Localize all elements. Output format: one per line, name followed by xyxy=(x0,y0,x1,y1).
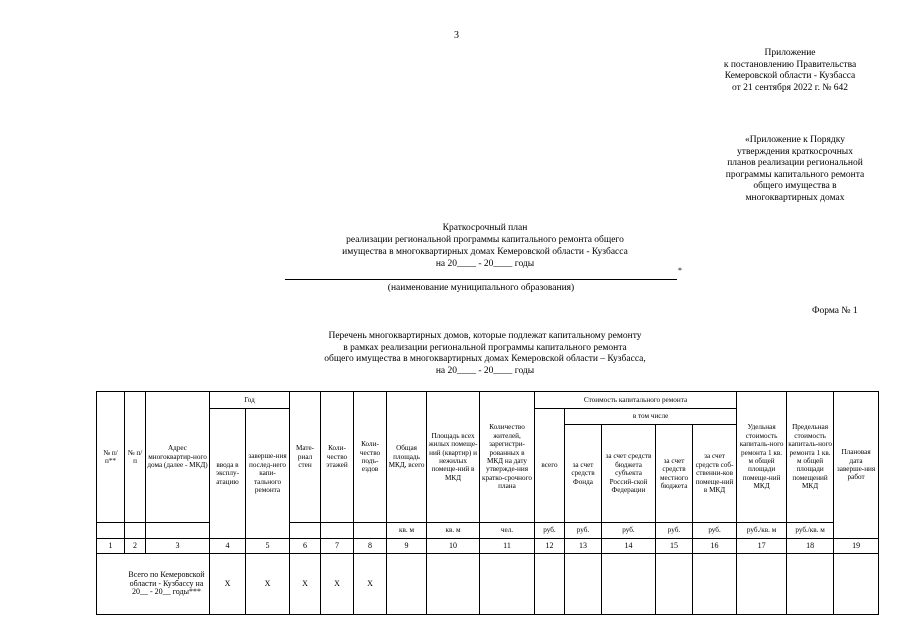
header-cell: № п/п** xyxy=(97,392,125,523)
unit-cell: кв. м xyxy=(387,523,427,539)
appendix-order-line: планов реализации региональной xyxy=(727,158,863,168)
header-cell: Коли-чество этажей xyxy=(321,392,354,523)
total-cell xyxy=(427,554,480,615)
plan-title-line: реализации региональной программы капитального ремонта общего xyxy=(346,235,624,245)
form-label: Форма № 1 xyxy=(812,306,858,316)
header-cell-cost: Стоимость капитального ремонта xyxy=(535,392,737,409)
total-cell xyxy=(565,554,602,615)
municipality-label: (наименование муниципального образования) xyxy=(387,283,575,293)
appendix-order-line: «Приложение к Порядку xyxy=(745,135,845,145)
unit-cell: руб. xyxy=(602,523,656,539)
column-number: 7 xyxy=(321,539,354,554)
unit-cell xyxy=(290,523,321,539)
total-cell xyxy=(602,554,656,615)
column-number: 6 xyxy=(290,539,321,554)
column-number: 11 xyxy=(480,539,535,554)
column-number: 13 xyxy=(565,539,602,554)
header-cell: всего xyxy=(535,409,565,523)
unit-cell: чел. xyxy=(480,523,535,539)
total-cell xyxy=(737,554,787,615)
plan-title-line: Краткосрочный план xyxy=(442,223,528,233)
header-cell: № п/п xyxy=(125,392,146,523)
total-cell xyxy=(834,554,879,615)
table-row-total xyxy=(97,554,879,615)
header-cell: Мате-риал стен xyxy=(290,392,321,523)
total-cell: Х xyxy=(354,554,387,615)
header-cell-year: Год xyxy=(210,392,290,409)
header-cell: Коли-чество подъ-ездов xyxy=(354,392,387,523)
plan-title-line: на 20____ - 20____ годы xyxy=(435,259,535,269)
appendix-order-line: общего имущества в xyxy=(753,181,837,191)
page-number: 3 xyxy=(454,30,459,41)
list-title-line: в рамках реализации региональной программы капитального ремонта xyxy=(343,342,627,353)
column-number: 17 xyxy=(737,539,787,554)
header-cell: Общая площадь МКД, всего xyxy=(387,392,427,523)
header-cell: ввода в эксплу-атацию xyxy=(210,409,246,539)
total-cell: Х xyxy=(210,554,246,615)
column-number: 12 xyxy=(535,539,565,554)
header-cell: за счет средств соб-ственни-ков помеще-ний в МКД xyxy=(693,425,737,523)
total-cell: Х xyxy=(290,554,321,615)
header-cell: за счет средств местного бюджета xyxy=(656,425,693,523)
header-cell: Адрес многоквартир-ного дома (далее - МКД) xyxy=(146,392,210,523)
column-number: 9 xyxy=(387,539,427,554)
column-number: 8 xyxy=(354,539,387,554)
unit-cell: руб. xyxy=(693,523,737,539)
unit-cell xyxy=(146,523,210,539)
column-number: 10 xyxy=(427,539,480,554)
total-cell: Х xyxy=(246,554,290,615)
total-cell xyxy=(656,554,693,615)
column-number: 18 xyxy=(787,539,834,554)
header-cell-incl: в том числе xyxy=(565,409,737,425)
list-title-line: Перечень многоквартирных домов, которые подлежат капитальному ремонту xyxy=(328,331,642,341)
total-cell xyxy=(535,554,565,615)
column-number: 4 xyxy=(210,539,246,554)
column-number: 19 xyxy=(834,539,879,554)
header-cell: заверше-ния послед-него капи-тального ремонта xyxy=(246,409,290,539)
list-title-line: общего имущества в многоквартирных домах Кемеровской области – Кузбасса, xyxy=(324,354,646,364)
mkd-table xyxy=(96,391,879,615)
list-title-line: на 20____ - 20____ годы xyxy=(435,365,535,376)
appendix-order-line: многоквартирных домах xyxy=(745,192,845,203)
column-number: 2 xyxy=(125,539,146,554)
unit-cell: руб./кв. м xyxy=(787,523,834,539)
plan-title-line: имущества в многоквартирных домах Кемеровской области - Кузбасса xyxy=(342,247,628,257)
header-cell: Площадь всех жилых помеще-ний (квартир) и нежилых помеще-ний в МКД xyxy=(427,392,480,523)
list-title xyxy=(270,331,700,377)
column-numbers-row xyxy=(97,539,879,554)
column-number: 15 xyxy=(656,539,693,554)
municipality-underline xyxy=(285,279,677,280)
appendix-line: Приложение xyxy=(764,48,816,58)
unit-cell xyxy=(321,523,354,539)
header-cell: Удельная стоимость капиталь-ного ремонта 1 кв. м общей площади помеще-ний МКД xyxy=(737,392,787,523)
total-cell xyxy=(387,554,427,615)
total-cell: Х xyxy=(321,554,354,615)
column-number: 5 xyxy=(246,539,290,554)
unit-cell xyxy=(354,523,387,539)
header-cell: Количество жителей, зарегистри-рованных в МКД на дату утвержде-ния кратко-срочного плана xyxy=(480,392,535,523)
appendix-order-block xyxy=(690,135,900,204)
unit-cell: руб. xyxy=(656,523,693,539)
unit-cell xyxy=(125,523,146,539)
total-cell xyxy=(787,554,834,615)
appendix-line: Кемеровской области - Кузбасса xyxy=(724,71,856,81)
appendix-line: от 21 сентября 2022 г. № 642 xyxy=(731,82,849,93)
unit-cell: руб. xyxy=(565,523,602,539)
total-cell xyxy=(480,554,535,615)
appendix-order-line: утверждения краткосрочных xyxy=(737,146,853,157)
appendix-block xyxy=(680,48,900,94)
footnote-asterisk: * xyxy=(678,266,682,275)
header-cell: Плановая дата заверше-ния работ xyxy=(834,392,879,539)
header-cell: за счет средств Фонда xyxy=(565,425,602,523)
column-number: 16 xyxy=(693,539,737,554)
total-cell xyxy=(693,554,737,615)
unit-cell: кв. м xyxy=(427,523,480,539)
header-cell: за счет средств бюджета субъекта Россий-ской Федерации xyxy=(602,425,656,523)
column-number: 3 xyxy=(146,539,210,554)
unit-cell: руб./кв. м xyxy=(737,523,787,539)
unit-cell xyxy=(97,523,125,539)
column-number: 14 xyxy=(602,539,656,554)
column-number: 1 xyxy=(97,539,125,554)
total-label: Всего по Кемеровской области - Кузбассу на 20__ - 20__ годы*** xyxy=(97,554,210,615)
plan-title xyxy=(290,222,680,270)
appendix-order-line: программы капитального ремонта xyxy=(725,169,865,180)
header-cell: Предельная стоимость капиталь-ного ремонта 1 кв. м общей площади помещений МКД xyxy=(787,392,834,523)
unit-cell: руб. xyxy=(535,523,565,539)
appendix-line: к постановлению Правительства xyxy=(723,59,857,70)
